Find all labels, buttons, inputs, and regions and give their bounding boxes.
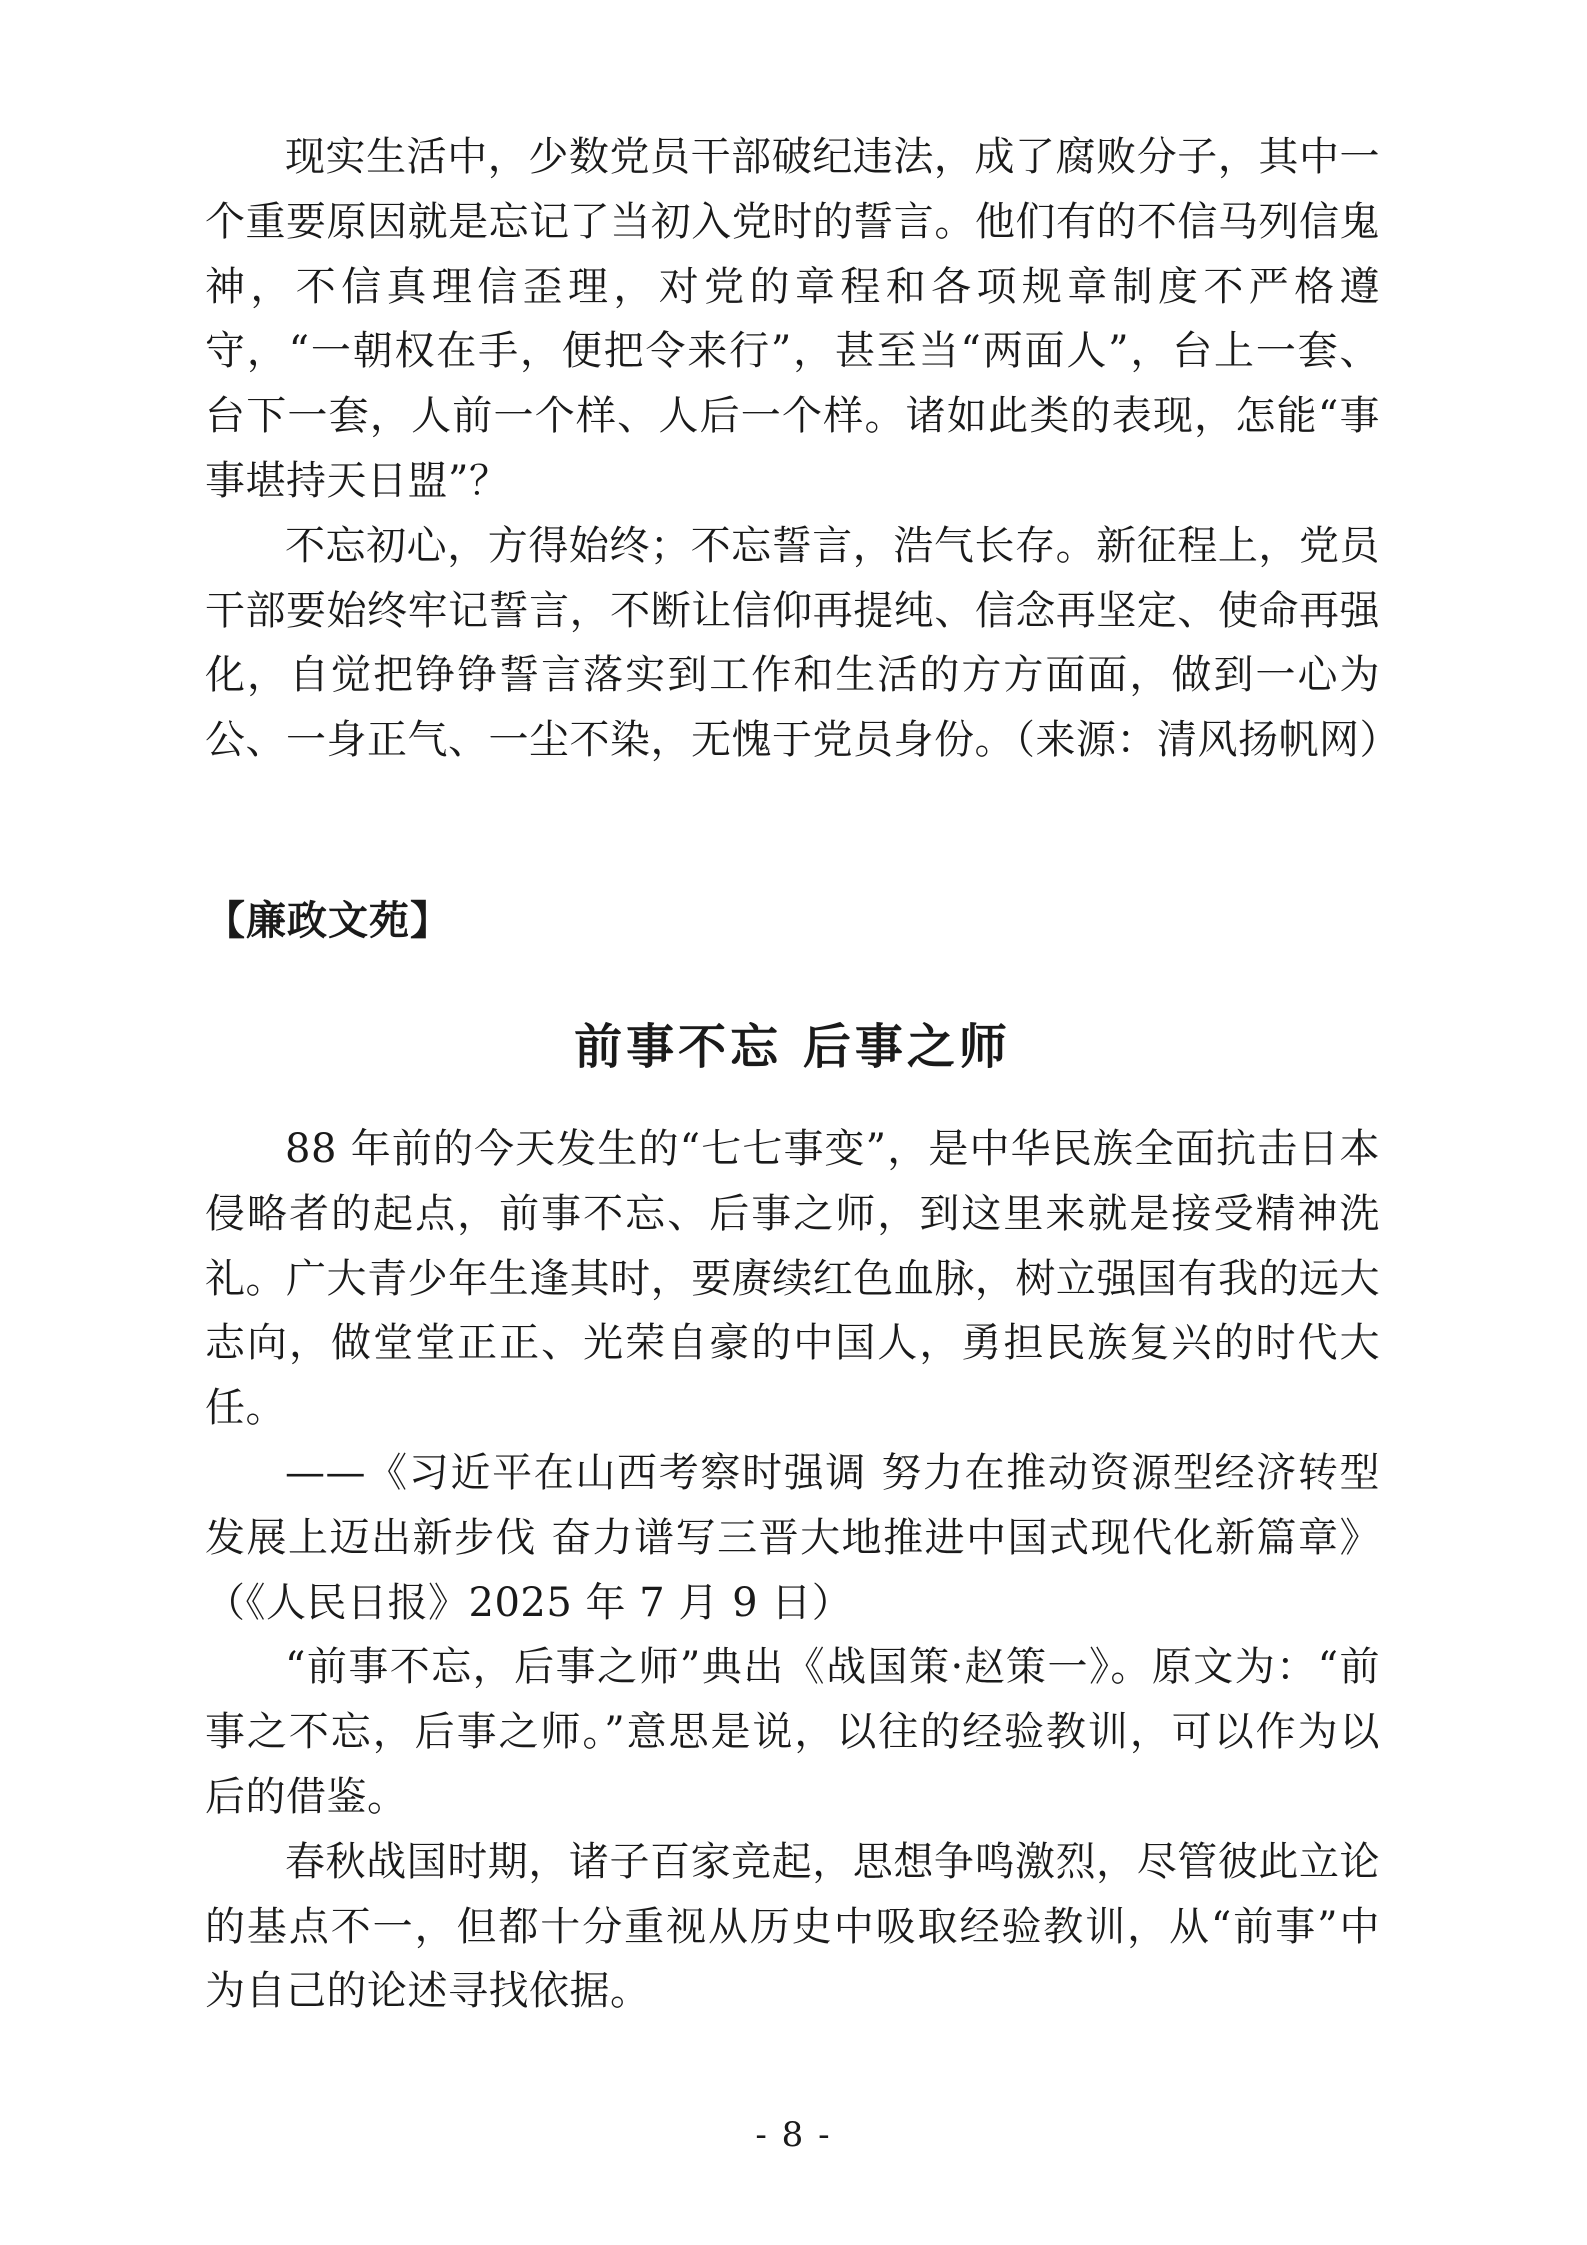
section-spacer bbox=[205, 773, 1380, 891]
paragraph: “前事不忘，后事之师”典出《战国策·赵策一》。原文为：“前事之不忘，后事之师。”意思是说，以往的经验教训，可以作为以后的借鉴。 bbox=[205, 1644, 1380, 1820]
paragraph: 现实生活中，少数党员干部破纪违法，成了腐败分子，其中一个重要原因就是忘记了当初入党时的誓言。他们有的不信马列信鬼神，不信真理信歪理，对党的章程和各项规章制度不严格遵守，“一朝权在手，便把令来行”，甚至当“两面人”，台上一套、台下一套，人前一个样、人后一个样。诸如此类的表现，怎能“事事堪持天日盟”？ bbox=[205, 134, 1380, 504]
article-title: 前事不忘 后事之师 bbox=[574, 1018, 1011, 1075]
document-body bbox=[205, 125, 1400, 2024]
column-tag: 【廉政文苑】 bbox=[205, 896, 451, 944]
page-number: - 8 - bbox=[755, 2115, 832, 2155]
paragraph: 春秋战国时期，诸子百家竞起，思想争鸣激烈，尽管彼此立论的基点不一，但都十分重视从历史中吸取经验教训，从“前事”中为自己的论述寻找依据。 bbox=[205, 1838, 1380, 2015]
title-bottom-spacer bbox=[205, 1083, 1380, 1117]
paragraph: 不忘初心，方得始终；不忘誓言，浩气长存。新征程上，党员干部要始终牢记誓言，不断让信仰再提纯、信念再坚定、使命再强化，自觉把铮铮誓言落实到工作和生活的方方面面，做到一心为公、一身正气、一尘不染，无愧于党员身份。（来源：清风扬帆网） bbox=[205, 522, 1400, 764]
paragraph: 88 年前的今天发生的“七七事变”，是中华民族全面抗击日本侵略者的起点，前事不忘、后事之师，到这里来就是接受精神洗礼。广大青少年生逢其时，要赓续红色血脉，树立强国有我的远大志向，做堂堂正正、光荣自豪的中国人，勇担民族复兴的时代大任。 bbox=[205, 1125, 1380, 1432]
paragraph-citation: ——《习近平在山西考察时强调 努力在推动资源型经济转型发展上迈出新步伐 奋力谱写三晋大地推进中国式现代化新篇章》（《人民日报》2025 年 7 月 9 日） bbox=[205, 1449, 1380, 1626]
title-spacer bbox=[205, 951, 1380, 1011]
